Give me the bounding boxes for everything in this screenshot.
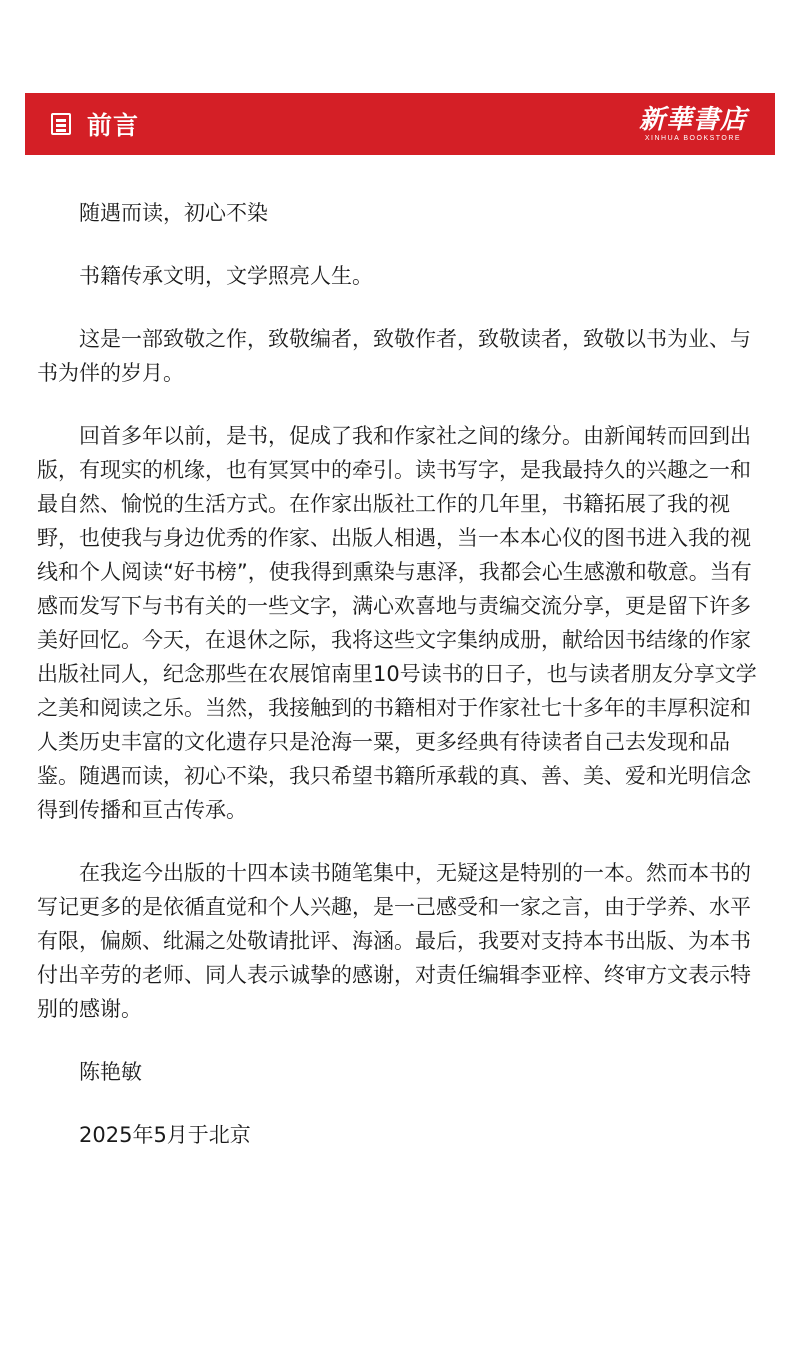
header-banner [25,93,775,155]
brand-name-cn: 新華書店 [638,104,747,135]
preface-paragraph: 这是一部致敬之作，致敬编者，致敬作者，致敬读者，致敬以书为业、与书为伴的岁月。 [37,327,751,385]
document-icon [51,113,71,135]
author-signature: 陈艳敏 [79,1060,142,1084]
preface-content [37,196,759,1181]
preface-heading-line: 随遇而读，初心不染 [79,201,268,225]
preface-paragraph: 书籍传承文明，文学照亮人生。 [79,264,373,288]
preface-paragraph: 在我迄今出版的十四本读书随笔集中，无疑这是特别的一本。然而本书的写记更多的是依循直觉和个人兴趣，是一己感受和一家之言，由于学养、水平有限，偏颇、纰漏之处敬请批评、海涵。最后，我要对支持本书出版、为本书付出辛劳的老师、同人表示诚挚的感谢，对责任编辑李亚梓、终审方文表示特别的感谢。 [37,861,751,1021]
page-title: 前言 [87,111,140,140]
date-location: 2025年5月于北京 [79,1123,251,1147]
brand-logo [638,104,747,142]
banner-title-group [51,106,139,142]
preface-paragraph: 回首多年以前，是书，促成了我和作家社之间的缘分。由新闻转而回到出版，有现实的机缘，也有冥冥中的牵引。读书写字，是我最持久的兴趣之一和最自然、愉悦的生活方式。在作家出版社工作的几年里，书籍拓展了我的视野，也使我与身边优秀的作家、出版人相遇，当一本本心仪的图书进入我的视线和个人阅读“好书榜”，使我得到熏染与惠泽，我都会心生感激和敬意。当有感而发写下与书有关的一些文字，满心欢喜地与责编交流分享，更是留下许多美好回忆。今天，在退休之际，我将这些文字集纳成册，献给因书结缘的作家出版社同人，纪念那些在农展馆南里10号读书的日子，也与读者朋友分享文学之美和阅读之乐。当然，我接触到的书籍相对于作家社七十多年的丰厚积淀和人类历史丰富的文化遗存只是沧海一粟，更多经典有待读者自己去发现和品鉴。随遇而读，初心不染，我只希望书籍所承载的真、善、美、爱和光明信念得到传播和亘古传承。 [37,424,757,822]
brand-name-en: XINHUA BOOKSTORE [644,134,742,142]
